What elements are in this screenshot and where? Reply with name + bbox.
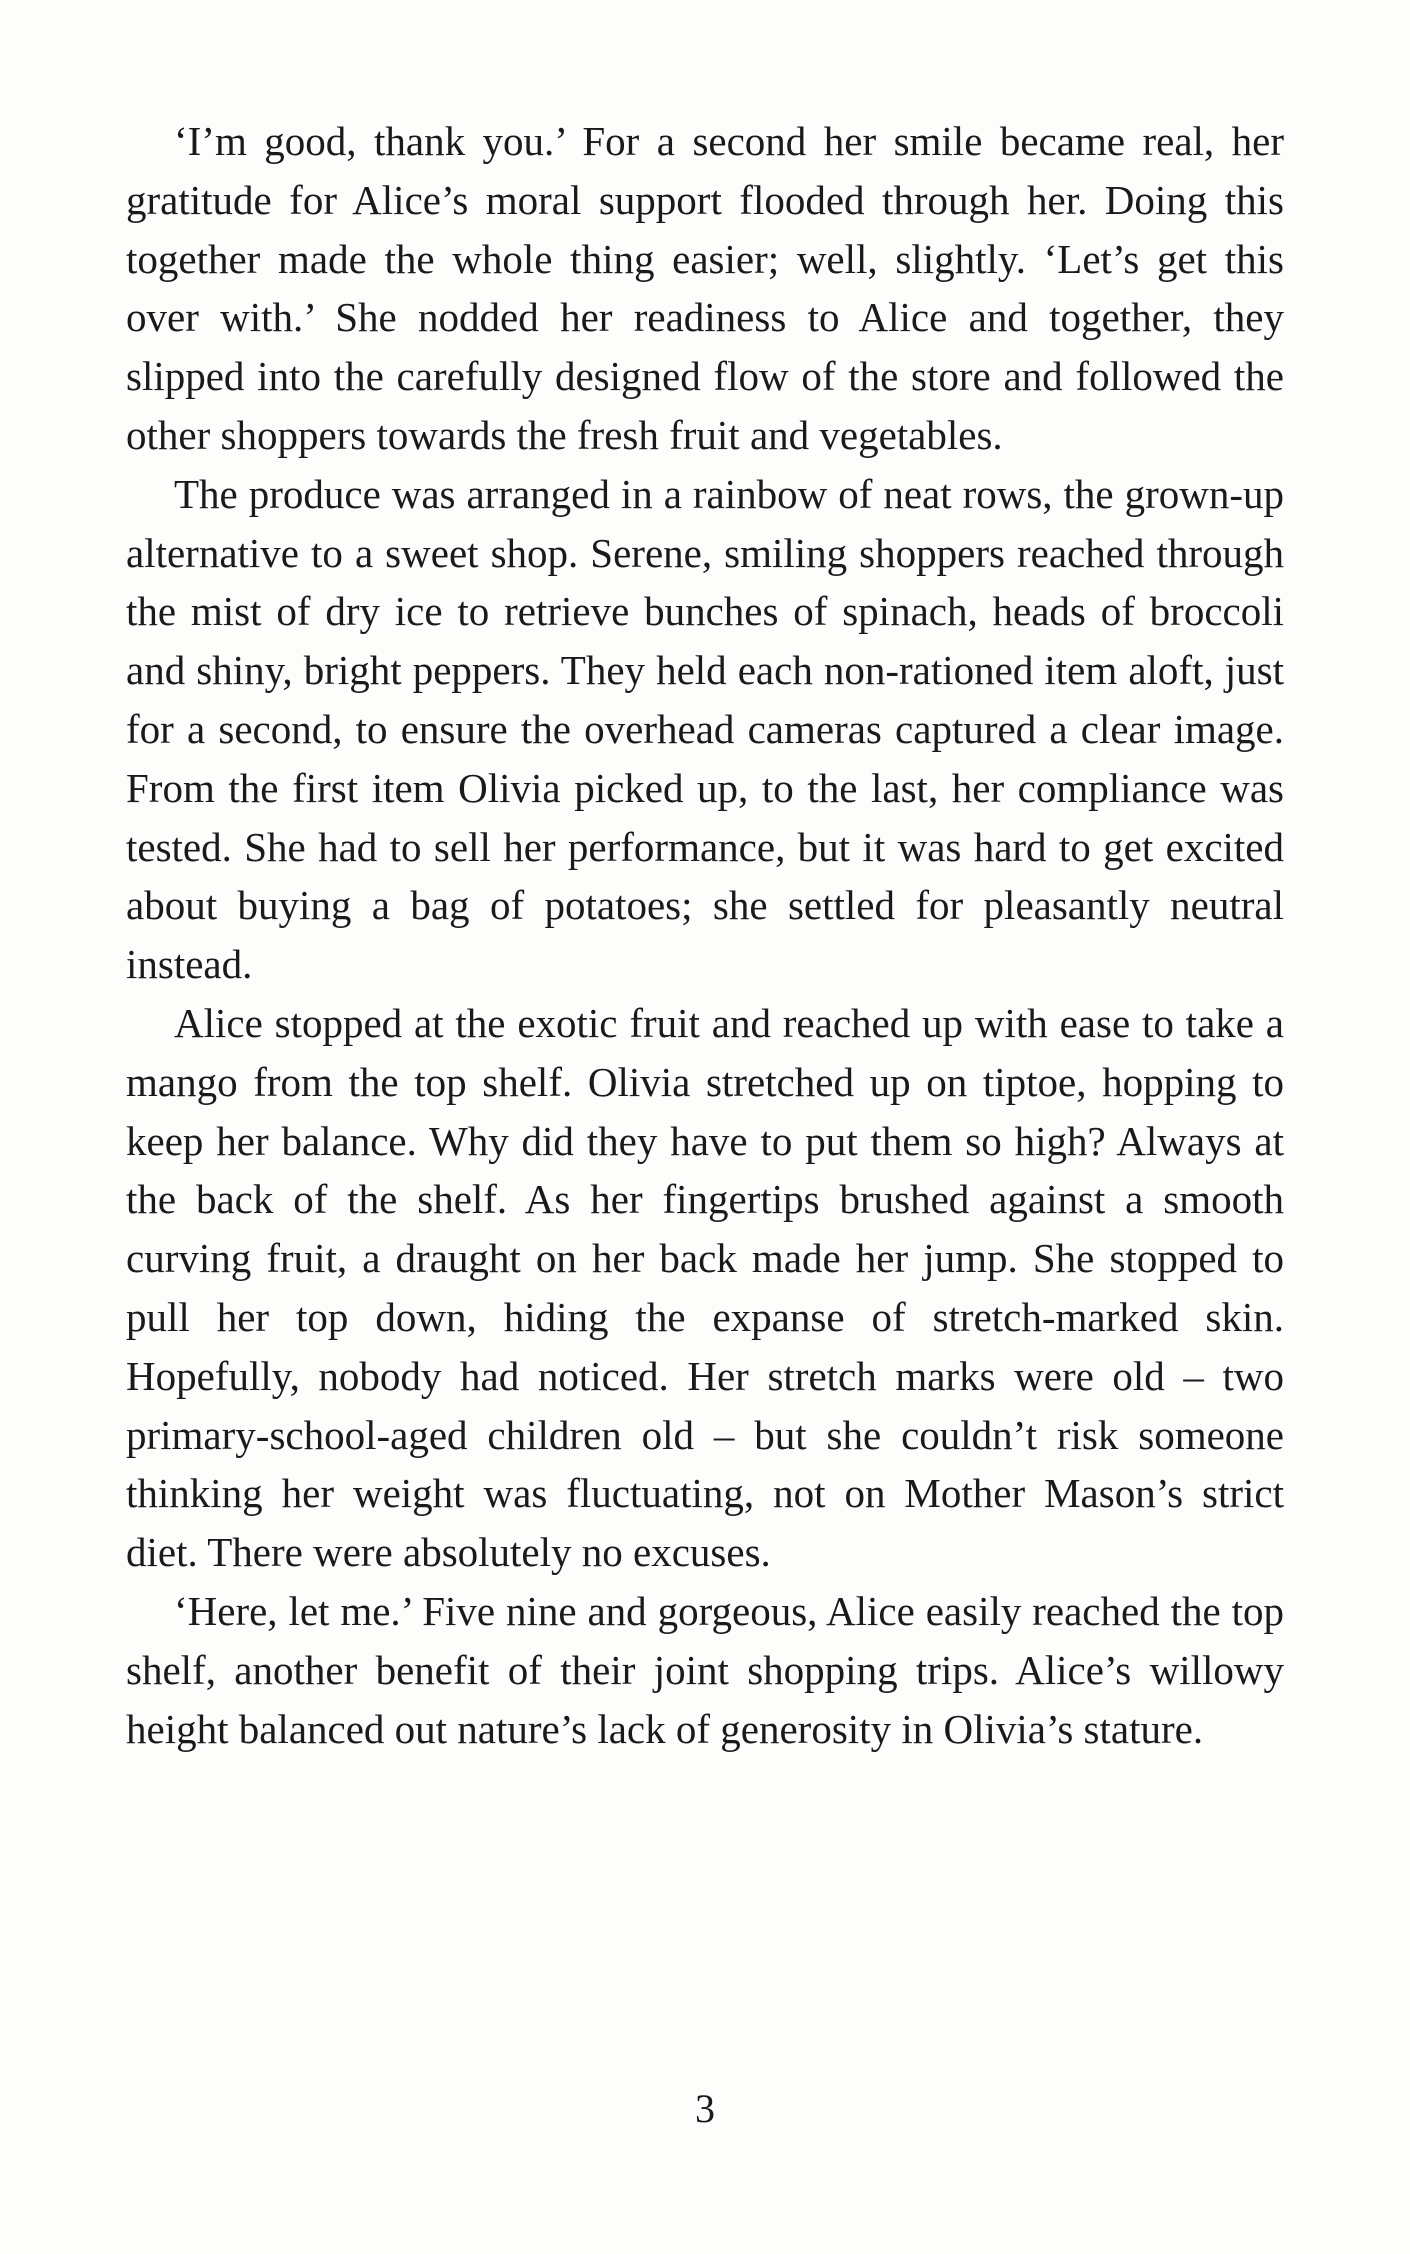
page-number: 3 xyxy=(695,2086,715,2131)
paragraph-3: Alice stopped at the exotic fruit and reached up with ease to take a mango from the top shelf. Olivia stretched up on tiptoe, hopping to keep her balance. Why did they have to put them so high? Always at the back of the shelf. As her fingertips brushed against a smooth curving fruit, a draught on her back made her jump. She stopped to pull her top down, hiding the expanse of stretch-marked skin. Hopefully, nobody had noticed. Her stretch marks were old – two primary-school-aged children old – but she couldn’t risk someone thinking her weight was fluctuating, not on Mother Mason’s strict diet. There were absolutely no excuses. xyxy=(126,999,1284,1576)
paragraph-4: ‘Here, let me.’ Five nine and gorgeous, Alice easily reached the top shelf, another benefit of their joint shopping trips. Alice’s willowy height balanced out nature’s lack of generosity in Olivia’s stature. xyxy=(126,1587,1284,1752)
paragraph-2: The produce was arranged in a rainbow of neat rows, the grown-up alternative to a sweet shop. Serene, smiling shoppers reached through the mist of dry ice to retrieve bunches of spinach, heads of broccoli and shiny, bright peppers. They held each non-rationed item aloft, just for a second, to ensure the overhead cameras captured a clear image. From the first item Olivia picked up, to the last, her compliance was tested. She had to sell her performance, but it was hard to get excited about buying a bag of potatoes; she settled for pleasantly neutral instead. xyxy=(126,470,1284,988)
paragraph-1: ‘I’m good, thank you.’ For a second her smile became real, her gratitude for Alice’s moral support flooded through her. Doing this together made the whole thing easier; well, slightly. ‘Let’s get this over with.’ She nodded her readiness to Alice and together, they slipped into the carefully designed flow of the store and followed the other shoppers towards the fresh fruit and vegetables. xyxy=(126,118,1284,458)
body-text xyxy=(126,112,1284,1758)
